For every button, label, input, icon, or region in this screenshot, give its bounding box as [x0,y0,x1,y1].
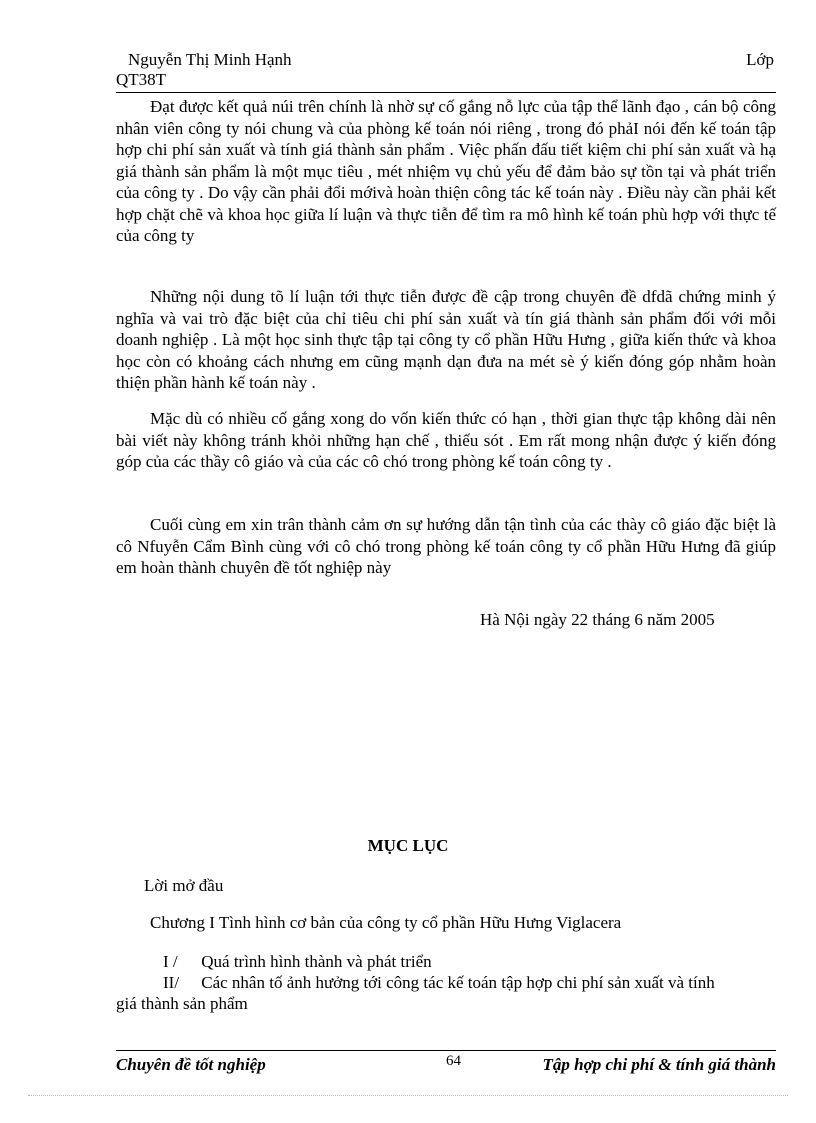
toc-item-2 [163,972,776,993]
header-class-label: Lớp [746,50,774,69]
footer-left: Chuyên đề tốt nghiệp [116,1055,266,1074]
toc-item-1-number: I / [163,952,178,971]
page-number: 64 [446,1053,461,1069]
toc-item-2-number: II/ [163,973,180,992]
toc-chapter-1: Chương I Tình hình cơ bản của công ty cổ phần Hữu Hưng Viglacera [150,913,622,932]
paragraph-3: Mặc dù có nhiều cố gắng xong do vốn kiến thức có hạn , thời gian thực tập không dài nên bài viết này không tránh khỏi những hạn chế , thiếu sót . Em rất mong nhận được ý kiến đóng góp của các thầy cô giáo và của các cô chó trong phòng kế toán công ty . [116,409,776,471]
footer-right: Tập hợp chi phí & tính giá thành [542,1055,776,1074]
toc-item-1 [163,951,432,972]
header-class-value: QT38T [116,70,167,89]
paragraph-2: Những nội dung tõ lí luận tới thực tiễn được đề cập trong chuyên đề dfdã chứng minh ý nghĩa và vai trò đặc biệt của chỉ tiêu chi phí sản xuất và tín giá thành sản phẩm đối với mỗi doanh nghiệp . Là một học sinh thực tập tại công ty cổ phần Hữu Hưng , giữa kiến thức và khoa học còn có khoảng cách nhưng em cũng mạnh dạn đưa na mét sè ý kiến đóng góp nhằm hoàn thiện phần hành kế toán này . [116,287,776,392]
toc-item-2-continuation: giá thành sản phẩm [116,994,248,1013]
signature-date: Hà Nội ngày 22 tháng 6 năm 2005 [480,610,715,629]
page-bottom-divider [28,1095,788,1096]
toc-item-2-text: Các nhân tố ảnh hưởng tới công tác kế toán tập hợp chi phí sản xuất và tính [201,973,715,992]
footer-rule [116,1050,776,1051]
toc-intro: Lời mở đầu [144,876,224,895]
toc-item-1-text: Quá trình hình thành và phát triển [201,952,432,971]
toc-title: MỤC LỤC [367,836,449,855]
header-author: Nguyễn Thị Minh Hạnh [128,50,292,69]
header-rule [116,92,776,93]
paragraph-1: Đạt được kết quả núi trên chính là nhờ sự cố gắng nỗ lực của tập thể lãnh đạo , cán bộ công nhân viên công ty nói chung và của phòng kế toán nói riêng , trong đó phảI nói đến kế toán tập hợp chi phí sản xuất và tính giá thành sản phẩm . Việc phấn đấu tiết kiệm chi phí sản xuất và hạ giá thành sản phẩm là một mục tiêu , mét nhiệm vụ chủ yếu để đảm bảo sự tồn tại và phát triển của công ty . Do vậy cần phải đổi mớivà hoàn thiện công tác kế toán này . Điều này cần phải kết hợp chặt chẽ và khoa học giữa lí luận và thực tiễn để tìm ra mô hình kế toán phù hợp với thực tế của công ty [116,97,776,245]
paragraph-4: Cuối cùng em xin trân thành cảm ơn sự hướng dẫn tận tình của các thày cô giáo đặc biệt là cô Nfuyễn Cẩm Bình cùng với cô chó trong phòng kế toán công ty cổ phần Hữu Hưng đã giúp em hoàn thành chuyên đề tốt nghiệp này [116,515,776,577]
